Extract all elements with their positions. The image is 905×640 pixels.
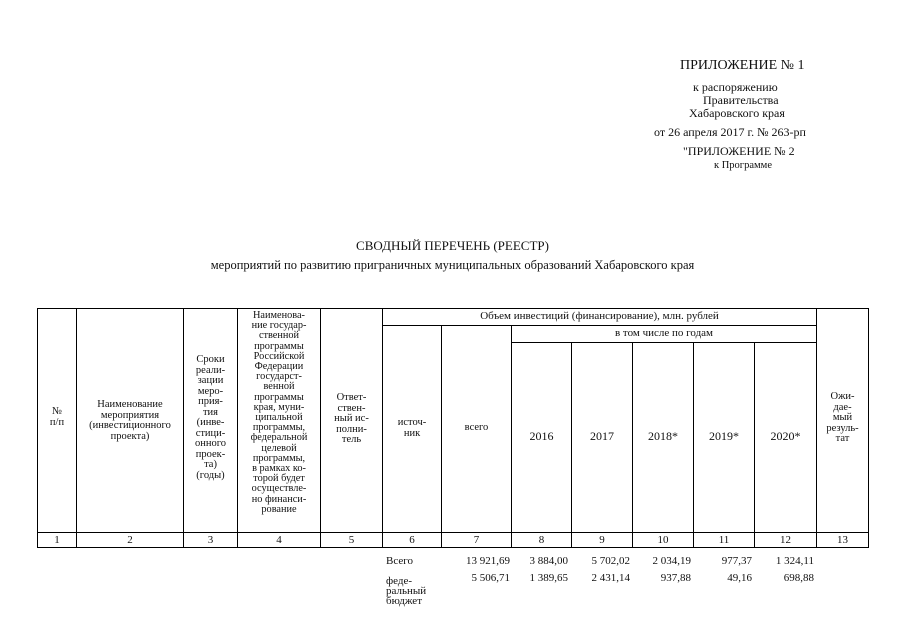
header-responsible: Ответ- ствен- ный ис- полни- тель — [334, 392, 369, 445]
header-year-2017: 2017 — [590, 429, 614, 443]
investments-divider — [382, 325, 816, 326]
col-divider — [693, 342, 694, 548]
header-year-2018: 2018* — [648, 429, 678, 443]
col-number: 10 — [657, 534, 669, 546]
row-2020-value: 698,88 — [783, 572, 814, 584]
col-divider — [632, 342, 633, 548]
col-numbers-bottom-line — [37, 547, 868, 548]
row-2020-value: 1 324,11 — [775, 555, 814, 567]
col-number: 7 — [473, 534, 480, 546]
header-total: всего — [464, 422, 489, 433]
col-number: 4 — [276, 534, 282, 546]
col-number: 11 — [718, 534, 730, 546]
table-border-top — [37, 308, 868, 309]
col-divider — [571, 342, 572, 548]
years-divider — [511, 342, 816, 343]
col-number: 1 — [54, 534, 60, 546]
row-total-value: 13 921,69 — [466, 555, 510, 567]
row-2019-value: 977,37 — [721, 555, 752, 567]
to-program-text: к Программе — [714, 160, 772, 171]
col-number: 2 — [127, 534, 133, 546]
header-year-2016: 2016 — [529, 429, 554, 443]
row-2018-value: 2 034,19 — [652, 555, 691, 567]
col-number: 9 — [599, 534, 605, 546]
row-source-label: феде- ральный бюджет — [386, 575, 427, 607]
row-2018-value: 937,88 — [660, 572, 691, 584]
document-title: СВОДНЫЙ ПЕРЕЧЕНЬ (РЕЕСТР) — [356, 238, 549, 253]
col-divider — [754, 342, 755, 548]
row-2016-value: 3 884,00 — [529, 555, 568, 567]
row-source-label: Всего — [386, 555, 413, 567]
to-order-text: к распоряжению — [693, 80, 778, 94]
col-number: 12 — [780, 534, 791, 546]
header-investments: Объем инвестиций (финансирование), млн. рублей — [480, 310, 719, 322]
col-number: 13 — [837, 534, 848, 546]
header-program: Наименова- ние государ- ственной программы Российской Федерации государст- венной программы края, муни- ципальной программы, федеральной целевой программы, в рамках ко- торой будет осуществле- но финанси- рование — [250, 310, 308, 515]
row-2019-value: 49,16 — [727, 572, 752, 584]
col-number: 6 — [409, 534, 415, 546]
col-number: 3 — [207, 534, 214, 546]
header-period: Сроки реали- зации меро- прия- тия (инве- стици- онного проек- та) (годы) — [194, 354, 227, 481]
col-number: 5 — [348, 534, 355, 546]
document-subtitle: мероприятий по развитию приграничных муниципальных образований Хабаровского края — [210, 258, 695, 272]
appendix2-title: "ПРИЛОЖЕНИЕ № 2 — [683, 144, 795, 158]
col-number: 8 — [538, 534, 545, 546]
table-border-right — [868, 308, 869, 548]
row-total-value: 5 506,71 — [471, 572, 510, 584]
col-divider — [441, 325, 442, 548]
region-text: Хабаровского края — [689, 106, 785, 120]
header-num: № п/п — [49, 406, 65, 428]
header-by-years: в том числе по годам — [614, 327, 714, 339]
government-text: Правительства — [703, 93, 779, 107]
row-2017-value: 5 702,02 — [591, 555, 630, 567]
header-result: Ожи- дае- мый резуль- тат — [826, 391, 859, 444]
order-date-text: от 26 апреля 2017 г. № 263-рп — [654, 125, 806, 139]
row-2017-value: 2 431,14 — [591, 572, 630, 584]
header-source: источ- ник — [397, 417, 427, 439]
appendix-title: ПРИЛОЖЕНИЕ № 1 — [680, 58, 805, 73]
header-name: Наименование мероприятия (инвестиционного проекта) — [89, 399, 171, 442]
header-year-2019: 2019* — [709, 429, 739, 443]
table-border-left — [37, 308, 38, 548]
header-year-2020: 2020* — [770, 429, 801, 443]
header-bottom-line — [37, 532, 868, 533]
row-2016-value: 1 389,65 — [529, 572, 568, 584]
